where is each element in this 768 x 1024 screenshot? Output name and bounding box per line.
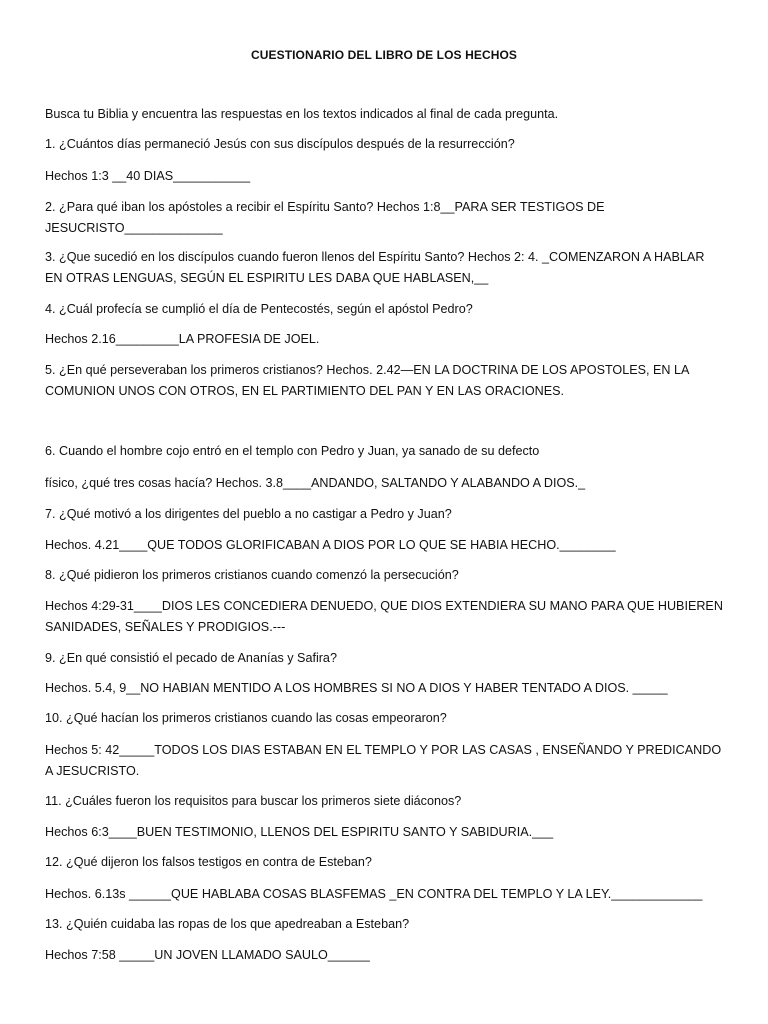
intro-text: Busca tu Biblia y encuentra las respuestas en los textos indicados al final de cada pregunta. [45, 107, 559, 121]
answer-4: Hechos 2.16_________LA PROFESIA DE JOEL. [45, 332, 320, 346]
answer-1: Hechos 1:3 __40 DIAS___________ [45, 169, 251, 183]
question-answer-2: 2. ¿Para qué iban los apóstoles a recibir el Espíritu Santo? Hechos 1:8__PARA SER TESTIGOS DE JESUCRISTO______________ [45, 200, 605, 235]
answer-10: Hechos 5: 42_____TODOS LOS DIAS ESTABAN EN EL TEMPLO Y POR LAS CASAS , ENSEÑANDO Y PREDICANDO A JESUCRISTO. [45, 743, 722, 778]
question-10: 10. ¿Qué hacían los primeros cristianos cuando las cosas empeoraron? [45, 711, 447, 725]
question-answer-5: 5. ¿En qué perseveraban los primeros cristianos? Hechos. 2.42—EN LA DOCTRINA DE LOS APOSTOLES, EN LA COMUNION UNOS CON OTROS, EN EL PARTIMIENTO DEL PAN Y EN LAS ORACIONES. [45, 363, 689, 398]
question-9: 9. ¿En qué consistió el pecado de Ananías y Safira? [45, 651, 337, 665]
answer-7: Hechos. 4.21____QUE TODOS GLORIFICABAN A DIOS POR LO QUE SE HABIA HECHO.________ [45, 538, 616, 552]
question-6: 6. Cuando el hombre cojo entró en el templo con Pedro y Juan, ya sanado de su defecto [45, 444, 540, 458]
answer-8: Hechos 4:29-31____DIOS LES CONCEDIERA DENUEDO, QUE DIOS EXTENDIERA SU MANO PARA QUE HUBIEREN SANIDADES, SEÑALES Y PRODIGIOS.--- [45, 599, 723, 634]
answer-13: Hechos 7:58 _____UN JOVEN LLAMADO SAULO______ [45, 948, 370, 962]
question-13: 13. ¿Quién cuidaba las ropas de los que apedreaban a Esteban? [45, 917, 410, 931]
answer-11: Hechos 6:3____BUEN TESTIMONIO, LLENOS DEL ESPIRITU SANTO Y SABIDURIA.___ [45, 825, 554, 839]
question-1: 1. ¿Cuántos días permaneció Jesús con sus discípulos después de la resurrección? [45, 137, 515, 151]
document-title: CUESTIONARIO DEL LIBRO DE LOS HECHOS [250, 48, 518, 62]
question-answer-6-cont: físico, ¿qué tres cosas hacía? Hechos. 3.8____ANDANDO, SALTANDO Y ALABANDO A DIOS._ [45, 476, 586, 490]
question-11: 11. ¿Cuáles fueron los requisitos para buscar los primeros siete diáconos? [45, 794, 462, 808]
answer-9: Hechos. 5.4, 9__NO HABIAN MENTIDO A LOS HOMBRES SI NO A DIOS Y HABER TENTADO A DIOS. _____ [45, 681, 668, 695]
question-4: 4. ¿Cuál profecía se cumplió el día de Pentecostés, según el apóstol Pedro? [45, 302, 473, 316]
question-12: 12. ¿Qué dijeron los falsos testigos en contra de Esteban? [45, 855, 372, 869]
question-answer-3: 3. ¿Que sucedió en los discípulos cuando fueron llenos del Espíritu Santo? Hechos 2: 4. _COMENZARON A HABLAR EN OTRAS LENGUAS, SEGÚN EL ESPIRITU LES DABA QUE HABLASEN,__ [45, 250, 705, 285]
answer-12: Hechos. 6.13s ______QUE HABLABA COSAS BLASFEMAS _EN CONTRA DEL TEMPLO Y LA LEY._____________ [45, 887, 703, 901]
question-8: 8. ¿Qué pidieron los primeros cristianos cuando comenzó la persecución? [45, 568, 459, 582]
question-7: 7. ¿Qué motivó a los dirigentes del pueblo a no castigar a Pedro y Juan? [45, 507, 452, 521]
